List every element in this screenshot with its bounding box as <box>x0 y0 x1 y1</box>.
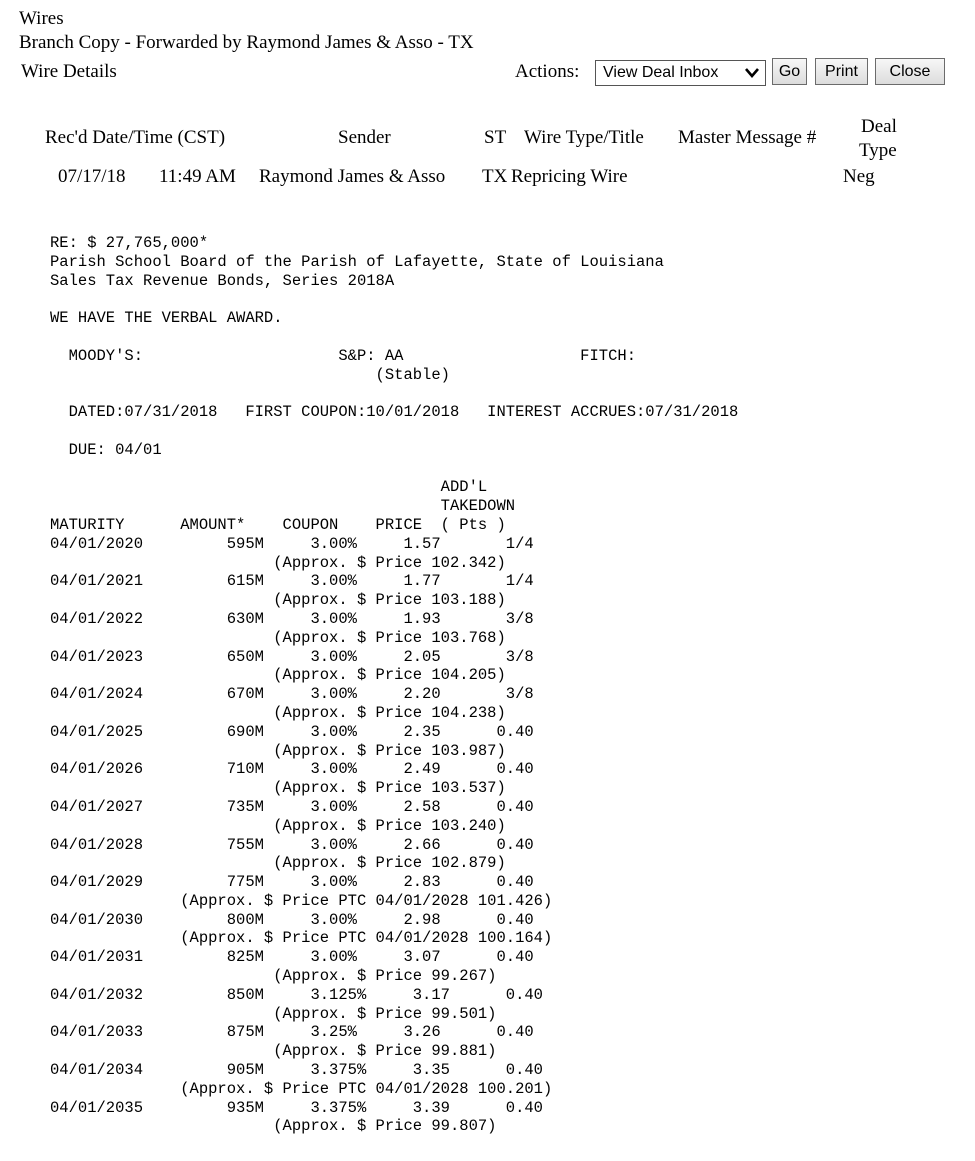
header-deal-type-line1: Deal <box>861 116 897 137</box>
wire-line <box>50 384 738 403</box>
wire-line: (Approx. $ Price 103.240) <box>50 816 506 835</box>
wire-line <box>50 290 738 309</box>
wire-line: (Approx. $ Price PTC 04/01/2028 100.201) <box>50 1079 553 1098</box>
wire-line: (Approx. $ Price 103.537) <box>50 779 506 798</box>
wire-line: TAKEDOWN <box>50 497 516 516</box>
wire-line: (Approx. $ Price 99.807) <box>50 1117 497 1136</box>
wire-line: 04/01/2032 850M 3.125% 3.17 0.40 <box>50 985 543 1004</box>
row-date: 07/17/18 <box>58 166 126 187</box>
wire-line: MATURITY AMOUNT* COUPON PRICE ( Pts ) <box>50 515 506 534</box>
print-button[interactable]: Print <box>815 58 868 85</box>
wire-line <box>50 328 738 347</box>
wire-line: DATED:07/31/2018 FIRST COUPON:10/01/2018 INTEREST ACCRUES:07/31/2018 <box>50 403 739 422</box>
wire-line: (Approx. $ Price 99.501) <box>50 1004 497 1023</box>
wire-line: 04/01/2033 875M 3.25% 3.26 0.40 <box>50 1023 534 1042</box>
wire-line: 04/01/2035 935M 3.375% 3.39 0.40 <box>50 1098 543 1117</box>
wire-line: (Approx. $ Price 103.188) <box>50 591 506 610</box>
wire-line: 04/01/2022 630M 3.00% 1.93 3/8 <box>50 609 534 628</box>
wire-line: (Approx. $ Price 102.879) <box>50 854 506 873</box>
wire-line: 04/01/2030 800M 3.00% 2.98 0.40 <box>50 910 534 929</box>
header-deal-type-line2: Type <box>859 140 897 161</box>
wire-line: DUE: 04/01 <box>50 440 162 459</box>
actions-select-value: View Deal Inbox <box>603 64 719 81</box>
wire-line: Sales Tax Revenue Bonds, Series 2018A <box>50 271 395 290</box>
wire-line: 04/01/2031 825M 3.00% 3.07 0.40 <box>50 948 534 967</box>
wire-line: (Approx. $ Price 104.238) <box>50 703 506 722</box>
wire-line: 04/01/2027 735M 3.00% 2.58 0.40 <box>50 797 534 816</box>
actions-select[interactable] <box>595 60 766 86</box>
row-sender: Raymond James & Asso <box>259 166 446 187</box>
window-subtitle: Branch Copy - Forwarded by Raymond James & Asso - TX <box>19 32 474 53</box>
wire-line: 04/01/2023 650M 3.00% 2.05 3/8 <box>50 647 534 666</box>
header-st: ST <box>484 127 507 148</box>
section-title: Wire Details <box>21 61 117 82</box>
wire-line: RE: $ 27,765,000* <box>50 234 209 252</box>
close-button[interactable]: Close <box>875 58 945 85</box>
wire-line: 04/01/2020 595M 3.00% 1.57 1/4 <box>50 534 534 553</box>
wire-line: 04/01/2029 775M 3.00% 2.83 0.40 <box>50 873 534 892</box>
wire-line: MOODY'S: S&P: AA FITCH: <box>50 346 636 365</box>
wire-line: (Approx. $ Price PTC 04/01/2028 101.426) <box>50 891 553 910</box>
header-wire-type: Wire Type/Title <box>524 127 644 148</box>
row-wire-type: Repricing Wire <box>511 166 628 187</box>
wire-line: 04/01/2026 710M 3.00% 2.49 0.40 <box>50 760 534 779</box>
row-time: 11:49 AM <box>159 166 236 187</box>
wire-line <box>50 460 738 479</box>
wire-line: 04/01/2021 615M 3.00% 1.77 1/4 <box>50 572 534 591</box>
row-st: TX <box>482 166 508 187</box>
wire-line: (Approx. $ Price 103.768) <box>50 628 506 647</box>
header-recd-datetime: Rec'd Date/Time (CST) <box>45 127 226 148</box>
wire-line: (Approx. $ Price 104.205) <box>50 666 506 685</box>
wire-line: (Stable) <box>50 365 450 384</box>
header-master-message: Master Message # <box>678 127 817 148</box>
wire-line: ADD'L <box>50 478 488 497</box>
wire-line: 04/01/2024 670M 3.00% 2.20 3/8 <box>50 685 534 704</box>
actions-label: Actions: <box>515 61 580 82</box>
wire-line: (Approx. $ Price 99.267) <box>50 967 497 986</box>
wire-line: 04/01/2034 905M 3.375% 3.35 0.40 <box>50 1061 543 1080</box>
wire-line: (Approx. $ Price PTC 04/01/2028 100.164) <box>50 929 553 948</box>
wire-line: Parish School Board of the Parish of Lafayette, State of Louisiana <box>50 252 664 271</box>
wire-line: 04/01/2028 755M 3.00% 2.66 0.40 <box>50 835 534 854</box>
wire-line: (Approx. $ Price 99.881) <box>50 1042 497 1061</box>
wire-line: (Approx. $ Price 102.342) <box>50 553 506 572</box>
wire-message-body <box>50 234 738 1136</box>
wire-line: (Approx. $ Price 103.987) <box>50 741 506 760</box>
window-title: Wires <box>19 8 64 29</box>
wire-line: WE HAVE THE VERBAL AWARD. <box>50 309 283 328</box>
go-button[interactable]: Go <box>772 58 807 85</box>
chevron-down-icon <box>744 66 760 85</box>
wire-line: 04/01/2025 690M 3.00% 2.35 0.40 <box>50 722 534 741</box>
header-sender: Sender <box>338 127 391 148</box>
wire-line <box>50 422 738 441</box>
row-deal-type: Neg <box>843 166 875 187</box>
